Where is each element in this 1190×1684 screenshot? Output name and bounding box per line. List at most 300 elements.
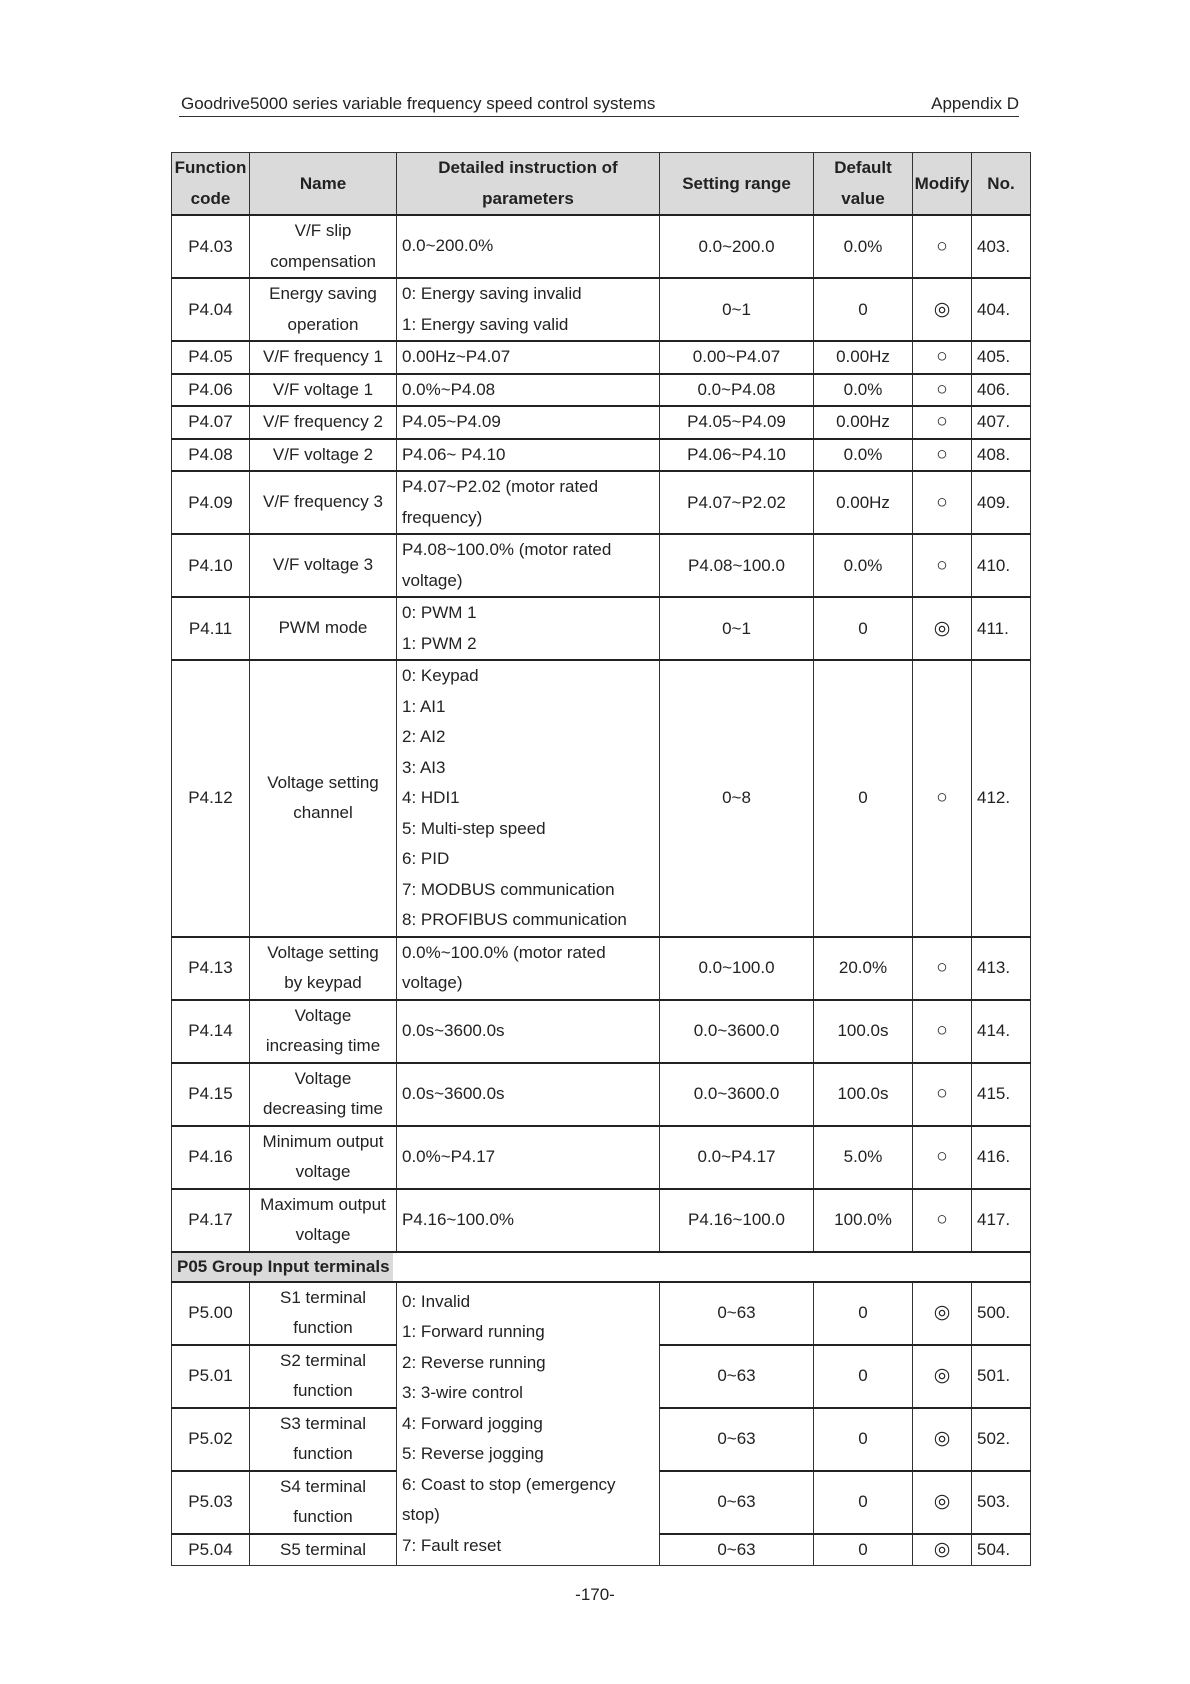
detail-cell: [397, 1063, 660, 1126]
header-text: Detailed instruction of: [438, 158, 618, 177]
detail-cell: [397, 660, 660, 937]
function-code-cell: [172, 1282, 250, 1345]
name-cell: [250, 374, 397, 407]
modify-cell: [913, 278, 972, 341]
detail-line: 0.0s~3600.0s: [402, 1083, 505, 1103]
modify-symbol: ○: [936, 1146, 948, 1167]
modify-cell: [913, 374, 972, 407]
setting-range: 0~1: [722, 618, 751, 638]
header-name: Name: [250, 153, 397, 216]
function-code-cell: [172, 534, 250, 597]
row-number: 413.: [977, 958, 1011, 977]
detail-cell: [397, 471, 660, 534]
header-no: No.: [972, 153, 1031, 216]
setting-range-cell: [660, 215, 814, 278]
modify-cell: [913, 406, 972, 439]
function-code-cell: [172, 341, 250, 374]
name-line: decreasing time: [262, 1099, 383, 1118]
no-cell: [972, 1408, 1031, 1471]
row-number: 412.: [977, 788, 1011, 808]
default-value-cell: [814, 1063, 913, 1126]
default-value: 100.0%: [834, 1210, 892, 1229]
detail-line: 4: Forward jogging: [402, 1413, 543, 1433]
default-value-cell: [814, 1126, 913, 1189]
modify-symbol: ○: [936, 1083, 948, 1104]
function-code: P5.04: [188, 1539, 233, 1559]
setting-range-cell: [660, 439, 814, 472]
default-value-cell: [814, 1345, 913, 1408]
name-line: function: [293, 1318, 353, 1337]
setting-range-cell: [660, 937, 814, 1000]
row-number: 405.: [977, 347, 1011, 367]
default-value-cell: [814, 374, 913, 407]
detail-line: 0: Keypad: [402, 666, 479, 685]
detail-line: 3: AI3: [402, 757, 446, 777]
setting-range-cell: [660, 1282, 814, 1345]
modify-symbol: ◎: [933, 1491, 951, 1512]
name-cell: [250, 1345, 397, 1408]
header-detail: [397, 153, 660, 216]
header-text: code: [190, 188, 231, 208]
function-code-cell: [172, 215, 250, 278]
setting-range-cell: [660, 1000, 814, 1063]
default-value: 0.0%: [843, 444, 883, 464]
header-function-code: [172, 153, 250, 216]
no-cell: [972, 374, 1031, 407]
name-line: V/F frequency 2: [262, 412, 383, 431]
name-line: compensation: [270, 251, 376, 271]
running-header-section: Appendix D: [931, 94, 1019, 113]
modify-cell: [913, 1282, 972, 1345]
no-cell: [972, 534, 1031, 597]
modify-cell: [913, 1345, 972, 1408]
function-code-cell: [172, 1126, 250, 1189]
row-number: 504.: [977, 1539, 1011, 1559]
function-code: P4.15: [188, 1084, 233, 1103]
default-value-cell: [814, 406, 913, 439]
setting-range: P4.07~P2.02: [687, 492, 786, 512]
table-header-row: [172, 153, 1031, 216]
detail-cell: [397, 1126, 660, 1189]
default-value-cell: [814, 1000, 913, 1063]
function-code: P4.04: [188, 299, 233, 319]
header-modify: Modify: [913, 153, 972, 216]
setting-range-cell: [660, 1471, 814, 1534]
setting-range: 0.0~P4.08: [697, 379, 776, 399]
default-value-cell: [814, 341, 913, 374]
name-line: V/F slip: [294, 221, 352, 240]
no-cell: [972, 278, 1031, 341]
modify-cell: [913, 215, 972, 278]
modify-cell: [913, 597, 972, 660]
detail-cell: [397, 534, 660, 597]
row-number: 500.: [977, 1303, 1011, 1322]
default-value: 20.0%: [838, 958, 888, 977]
no-cell: [972, 1063, 1031, 1126]
setting-range-cell: [660, 660, 814, 937]
modify-symbol: ○: [936, 491, 948, 513]
no-cell: [972, 1471, 1031, 1534]
detail-line: P4.06~ P4.10: [402, 444, 506, 464]
name-cell: [250, 534, 397, 597]
function-code-cell: [172, 597, 250, 660]
default-value-cell: [814, 1408, 913, 1471]
table-row: [172, 406, 1031, 439]
table-row: [172, 1063, 1031, 1126]
no-cell: [972, 406, 1031, 439]
setting-range: 0.00~P4.07: [692, 347, 781, 367]
function-code: P4.17: [188, 1210, 233, 1229]
detail-cell: [397, 278, 660, 341]
name-cell: [250, 660, 397, 937]
default-value: 0: [858, 618, 868, 638]
default-value-cell: [814, 1189, 913, 1252]
no-cell: [972, 1282, 1031, 1345]
default-value: 0.0%: [843, 236, 883, 256]
setting-range-cell: [660, 1126, 814, 1189]
modify-cell: [913, 534, 972, 597]
detail-line: 5: Reverse jogging: [402, 1444, 544, 1463]
modify-symbol: ○: [936, 957, 948, 978]
name-line: S1 terminal: [280, 1287, 366, 1307]
row-number: 415.: [977, 1084, 1011, 1103]
no-cell: [972, 1189, 1031, 1252]
table-row: [172, 439, 1031, 472]
no-cell: [972, 341, 1031, 374]
name-cell: [250, 439, 397, 472]
table-row: [172, 278, 1031, 341]
detail-line: 4: HDI1: [402, 788, 460, 807]
function-code: P4.12: [188, 788, 233, 808]
default-value-cell: [814, 660, 913, 937]
setting-range-cell: [660, 1345, 814, 1408]
default-value: 0: [858, 1539, 868, 1559]
name-line: function: [293, 1381, 353, 1400]
setting-range-cell: [660, 1534, 814, 1566]
default-value: 0: [858, 1303, 868, 1322]
detail-line: P4.08~100.0% (motor rated: [402, 540, 612, 559]
row-number: 407.: [977, 412, 1011, 432]
name-line: V/F voltage 1: [272, 379, 374, 399]
default-value-cell: [814, 1534, 913, 1566]
parameter-table: [171, 152, 1031, 1566]
function-code: P4.10: [188, 555, 233, 575]
name-cell: [250, 1189, 397, 1252]
name-line: Voltage: [294, 1068, 352, 1088]
default-value: 0.00Hz: [836, 412, 890, 432]
row-number: 404.: [977, 299, 1011, 319]
name-line: function: [293, 1444, 353, 1463]
detail-line: 0: PWM 1: [402, 603, 477, 622]
setting-range: 0~63: [717, 1539, 756, 1559]
name-line: V/F frequency 1: [262, 347, 383, 366]
detail-line: 7: Fault reset: [402, 1535, 502, 1555]
default-value-cell: [814, 1282, 913, 1345]
row-number: 414.: [977, 1021, 1011, 1040]
detail-line: 2: AI2: [402, 727, 446, 746]
name-cell: [250, 471, 397, 534]
detail-line: 0.0~200.0%: [402, 236, 494, 256]
default-value: 0.0%: [843, 379, 883, 399]
name-line: increasing time: [265, 1036, 381, 1055]
function-code-cell: [172, 1189, 250, 1252]
name-cell: [250, 937, 397, 1000]
detail-line: 8: PROFIBUS communication: [402, 910, 627, 929]
header-default-value: [814, 153, 913, 216]
header-text: Function: [174, 158, 247, 177]
name-cell: [250, 341, 397, 374]
shared-detail-cell: [397, 1282, 660, 1566]
function-code-cell: [172, 374, 250, 407]
row-number: 411.: [977, 618, 1009, 638]
modify-cell: [913, 1000, 972, 1063]
table-row: [172, 660, 1031, 937]
detail-cell: [397, 597, 660, 660]
detail-line: 0: Energy saving invalid: [402, 284, 582, 303]
modify-symbol: ◎: [933, 1302, 951, 1323]
modify-cell: [913, 1534, 972, 1566]
function-code: P4.13: [188, 958, 233, 977]
detail-line: 2: Reverse running: [402, 1352, 546, 1372]
setting-range: P4.08~100.0: [688, 555, 785, 575]
detail-line: 1: Energy saving valid: [402, 314, 569, 334]
group-title-row: [172, 1252, 1031, 1282]
function-code: P4.14: [188, 1021, 233, 1040]
detail-line: 7: MODBUS communication: [402, 879, 615, 899]
no-cell: [972, 937, 1031, 1000]
function-code-cell: [172, 471, 250, 534]
name-line: S2 terminal: [280, 1350, 366, 1370]
default-value: 0: [858, 1492, 868, 1511]
name-line: S5 terminal: [280, 1539, 366, 1559]
name-cell: [250, 1000, 397, 1063]
function-code-cell: [172, 1000, 250, 1063]
setting-range-cell: [660, 1408, 814, 1471]
function-code: P4.05: [188, 347, 233, 367]
default-value: 0.00Hz: [836, 347, 890, 367]
name-line: Voltage setting: [267, 772, 379, 792]
setting-range: P4.05~P4.09: [687, 412, 786, 432]
detail-line: 0.0%~P4.17: [402, 1146, 496, 1166]
row-number: 409.: [977, 492, 1011, 512]
setting-range: 0.0~3600.0: [693, 1021, 780, 1040]
setting-range: 0.0~200.0: [698, 236, 775, 256]
modify-symbol: ○: [936, 443, 948, 465]
no-cell: [972, 1126, 1031, 1189]
row-number: 502.: [977, 1429, 1011, 1448]
function-code: P5.01: [188, 1366, 233, 1385]
table-row: [172, 341, 1031, 374]
function-code: P4.03: [188, 236, 233, 256]
header-text: parameters: [482, 188, 574, 208]
table-row: [172, 1282, 1031, 1345]
setting-range: 0~63: [717, 1303, 756, 1322]
default-value-cell: [814, 439, 913, 472]
modify-symbol: ◎: [933, 298, 951, 320]
name-line: function: [293, 1507, 353, 1526]
default-value: 0: [858, 1366, 868, 1385]
detail-cell: [397, 215, 660, 278]
modify-cell: [913, 341, 972, 374]
setting-range: 0~63: [717, 1429, 756, 1448]
setting-range-cell: [660, 1063, 814, 1126]
function-code: P5.03: [188, 1492, 233, 1511]
modify-symbol: ○: [936, 235, 948, 257]
setting-range: P4.16~100.0: [688, 1210, 785, 1229]
detail-line: stop): [402, 1505, 440, 1524]
detail-line: 0: Invalid: [402, 1291, 471, 1311]
modify-symbol: ○: [936, 378, 948, 400]
name-line: S3 terminal: [280, 1413, 366, 1433]
header-text: value: [841, 188, 885, 208]
name-line: S4 terminal: [280, 1476, 366, 1496]
default-value-cell: [814, 278, 913, 341]
row-number: 403.: [977, 236, 1011, 256]
setting-range: 0.0~P4.17: [697, 1147, 776, 1166]
setting-range: 0~63: [717, 1492, 756, 1511]
function-code-cell: [172, 660, 250, 937]
name-line: Energy saving: [269, 284, 377, 303]
row-number: 503.: [977, 1492, 1011, 1511]
modify-symbol: ○: [936, 1209, 948, 1230]
detail-line: 1: AI1: [402, 696, 446, 716]
setting-range-cell: [660, 597, 814, 660]
detail-cell: [397, 1189, 660, 1252]
header-setting-range: Setting range: [660, 153, 814, 216]
page-number: -170-: [575, 1585, 615, 1604]
no-cell: [972, 1345, 1031, 1408]
table-row: [172, 471, 1031, 534]
name-cell: [250, 1471, 397, 1534]
modify-symbol: ◎: [933, 1365, 951, 1386]
function-code: P4.07: [188, 412, 233, 432]
name-line: operation: [287, 314, 359, 334]
modify-symbol: ○: [936, 554, 948, 576]
table-row: [172, 374, 1031, 407]
detail-line: 0.0%~P4.08: [402, 379, 496, 399]
name-cell: [250, 1282, 397, 1345]
row-number: 416.: [977, 1147, 1011, 1166]
row-number: 410.: [977, 555, 1011, 575]
table-row: [172, 597, 1031, 660]
name-cell: [250, 215, 397, 278]
name-line: voltage: [295, 1162, 351, 1181]
function-code: P4.06: [188, 379, 233, 399]
group-title: P05 Group Input terminals: [172, 1253, 393, 1281]
modify-cell: [913, 1189, 972, 1252]
function-code-cell: [172, 1063, 250, 1126]
name-line: V/F frequency 3: [262, 492, 383, 512]
default-value: 0: [858, 299, 868, 319]
default-value-cell: [814, 534, 913, 597]
no-cell: [972, 597, 1031, 660]
setting-range-cell: [660, 406, 814, 439]
default-value: 5.0%: [843, 1147, 883, 1166]
row-number: 501.: [977, 1366, 1011, 1385]
detail-line: 0.0s~3600.0s: [402, 1020, 505, 1040]
detail-line: voltage): [402, 570, 463, 590]
detail-line: 1: PWM 2: [402, 633, 477, 653]
name-cell: [250, 1408, 397, 1471]
modify-symbol: ◎: [933, 1538, 951, 1560]
no-cell: [972, 439, 1031, 472]
name-line: by keypad: [284, 973, 362, 992]
detail-line: frequency): [402, 507, 483, 527]
no-cell: [972, 471, 1031, 534]
detail-line: 6: PID: [402, 849, 450, 868]
modify-symbol: ○: [936, 1020, 948, 1041]
setting-range: P4.06~P4.10: [687, 444, 786, 464]
function-code-cell: [172, 439, 250, 472]
function-code-cell: [172, 1408, 250, 1471]
table-row: [172, 1000, 1031, 1063]
detail-cell: [397, 341, 660, 374]
detail-cell: [397, 1000, 660, 1063]
setting-range: 0.0~100.0: [698, 958, 775, 977]
row-number: 417.: [977, 1210, 1011, 1229]
name-cell: [250, 406, 397, 439]
setting-range-cell: [660, 374, 814, 407]
modify-cell: [913, 471, 972, 534]
setting-range-cell: [660, 1189, 814, 1252]
default-value: 0: [858, 1429, 868, 1448]
no-cell: [972, 1000, 1031, 1063]
function-code: P4.11: [188, 618, 233, 638]
row-number: 406.: [977, 379, 1011, 399]
detail-line: 1: Forward running: [402, 1322, 545, 1341]
setting-range: 0~1: [722, 299, 751, 319]
name-cell: [250, 1063, 397, 1126]
function-code-cell: [172, 1471, 250, 1534]
no-cell: [972, 660, 1031, 937]
default-value: 100.0s: [837, 1021, 889, 1040]
modify-symbol: ○: [936, 787, 948, 809]
name-cell: [250, 1126, 397, 1189]
function-code: P4.09: [188, 492, 233, 512]
setting-range-cell: [660, 278, 814, 341]
default-value-cell: [814, 937, 913, 1000]
name-line: Minimum output: [262, 1131, 384, 1151]
detail-line: P4.05~P4.09: [402, 412, 501, 431]
modify-cell: [913, 1126, 972, 1189]
detail-line: 5: Multi-step speed: [402, 818, 546, 838]
detail-line: 6: Coast to stop (emergency: [402, 1474, 616, 1494]
modify-cell: [913, 439, 972, 472]
default-value-cell: [814, 597, 913, 660]
modify-symbol: ◎: [933, 1428, 951, 1449]
name-line: Voltage setting: [267, 942, 379, 962]
default-value-cell: [814, 471, 913, 534]
detail-line: voltage): [402, 973, 463, 992]
default-value: 100.0s: [837, 1084, 889, 1103]
name-cell: [250, 278, 397, 341]
name-line: Maximum output: [260, 1194, 386, 1214]
header-rule: [179, 116, 1019, 117]
detail-line: 3: 3-wire control: [402, 1383, 523, 1402]
table-row: [172, 1189, 1031, 1252]
setting-range: 0~63: [717, 1366, 756, 1385]
name-cell: [250, 597, 397, 660]
detail-line: P4.16~100.0%: [402, 1209, 515, 1229]
name-line: V/F voltage 2: [272, 444, 374, 464]
name-line: channel: [293, 803, 353, 823]
detail-line: 0.0%~100.0% (motor rated: [402, 942, 606, 962]
detail-line: 0.00Hz~P4.07: [402, 347, 511, 366]
name-line: Voltage: [294, 1005, 352, 1025]
detail-cell: [397, 406, 660, 439]
modify-cell: [913, 937, 972, 1000]
setting-range-cell: [660, 471, 814, 534]
